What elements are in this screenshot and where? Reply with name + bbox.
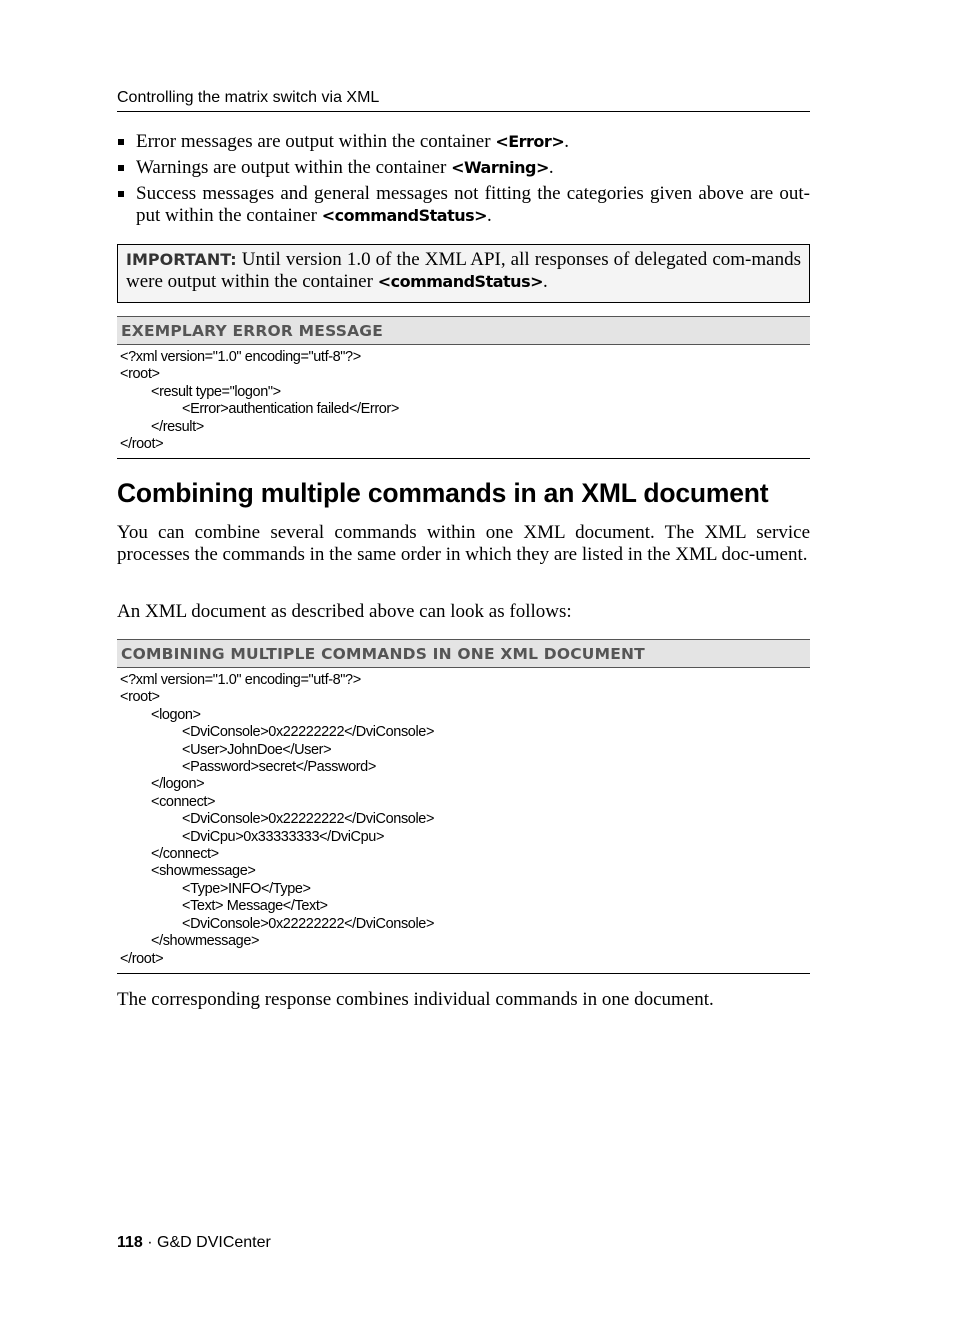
important-note: IMPORTANT: Until version 1.0 of the XML API, all responses of delegated com-mands were output within the container <commandStatus>. (117, 244, 810, 303)
code-line: <root> (120, 689, 160, 706)
xml-tag: <commandStatus> (321, 206, 488, 225)
code-line: <User>JohnDoe</User> (182, 741, 332, 758)
code-line: <logon> (151, 706, 201, 723)
code-line: <showmessage> (151, 863, 256, 880)
list-item: Error messages are output within the container <Error>. (117, 131, 810, 153)
code-line: <connect> (151, 793, 216, 810)
code-line: <?xml version="1.0" encoding="utf-8"?> (120, 672, 361, 688)
paragraph: The corresponding response combines individual commands in one document. (117, 989, 714, 1010)
page-footer: 118 · G&D DVICenter (117, 1234, 271, 1251)
code-listing (117, 345, 810, 458)
code-line: <?xml version="1.0" encoding="utf-8"?> (120, 349, 361, 365)
section-heading: Combining multiple commands in an XML document (117, 478, 769, 508)
xml-tag: <Warning> (451, 158, 549, 177)
paragraph: You can combine several commands within one XML document. The XML service processes the commands in the same order in which they are listed in the XML doc-ument. (117, 522, 810, 565)
page-number: 118 (117, 1234, 143, 1251)
xml-tag: <commandStatus> (377, 272, 543, 291)
code-line: </connect> (151, 846, 219, 863)
combined-example-block (117, 639, 810, 974)
code-line: <Error>authentication failed</Error> (182, 401, 399, 418)
code-line: <DviConsole>0x22222222</DviConsole> (182, 811, 435, 828)
code-line: </logon> (151, 776, 205, 793)
code-line: </root> (120, 436, 164, 453)
code-line: <root> (120, 366, 160, 383)
code-line: </showmessage> (151, 933, 260, 950)
code-line: <Type>INFO</Type> (182, 880, 311, 897)
running-header: Controlling the matrix switch via XML (117, 89, 810, 112)
code-line: </result> (151, 418, 204, 435)
product-name: G&D DVICenter (157, 1234, 271, 1251)
code-line: <DviConsole>0x22222222</DviConsole> (182, 724, 435, 741)
code-line: <Text> Message</Text> (182, 898, 328, 915)
code-block-title: EXEMPLARY ERROR MESSAGE (117, 316, 810, 345)
code-line: <result type="logon"> (151, 383, 281, 400)
code-line: <DviCpu>0x33333333</DviCpu> (182, 828, 385, 845)
paragraph: An XML document as described above can look as follows: (117, 601, 572, 622)
list-item: Warnings are output within the container <Warning>. (117, 157, 810, 179)
code-line: <Password>secret</Password> (182, 759, 376, 776)
important-label: IMPORTANT: (126, 250, 237, 269)
code-listing (117, 668, 810, 973)
list-item: Success messages and general messages not fitting the categories given above are out-put within the container <commandStatus>. (117, 183, 810, 227)
code-block-title: COMBINING MULTIPLE COMMANDS IN ONE XML DOCUMENT (117, 639, 810, 668)
code-line: </root> (120, 950, 164, 967)
xml-tag: <Error> (495, 132, 565, 151)
error-example-block (117, 316, 810, 459)
message-types-list (117, 131, 810, 231)
code-line: <DviConsole>0x22222222</DviConsole> (182, 915, 435, 932)
